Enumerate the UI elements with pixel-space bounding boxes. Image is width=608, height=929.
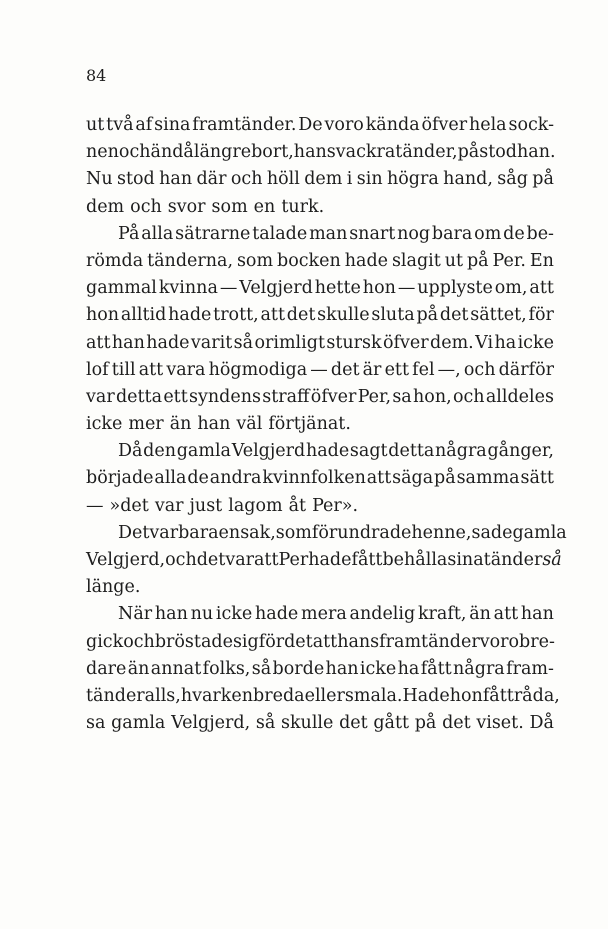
- word: af: [135, 115, 153, 135]
- word: lof: [86, 359, 109, 380]
- word: var: [149, 522, 179, 543]
- word: Per: [278, 550, 309, 570]
- word: kända: [365, 115, 420, 135]
- word: Velgjerd: [239, 278, 313, 299]
- word: skulle: [317, 305, 370, 326]
- word: vara: [166, 359, 206, 380]
- word: råda,: [513, 685, 560, 706]
- word: än: [169, 414, 192, 435]
- word: Per,: [357, 386, 392, 407]
- word: hade: [344, 250, 388, 271]
- word: nu: [190, 604, 214, 625]
- word: sock-: [508, 115, 554, 135]
- word: högmodiga: [208, 359, 308, 380]
- text-line: [86, 112, 554, 139]
- word: hade: [255, 604, 299, 625]
- word: icke: [517, 332, 554, 353]
- word: Per».: [312, 495, 359, 516]
- word: fram-: [506, 658, 554, 679]
- word: Då: [118, 441, 143, 462]
- word: voro: [479, 631, 520, 652]
- word: slagit: [391, 250, 441, 271]
- word: sak,: [240, 522, 276, 543]
- word: sa: [392, 386, 412, 407]
- word: var: [225, 550, 254, 570]
- word: svor: [167, 196, 206, 217]
- word: behålla: [382, 550, 448, 570]
- text-line: [86, 302, 554, 329]
- word: på: [532, 169, 554, 190]
- word: förundrade: [311, 522, 412, 543]
- word: kvinnfolken: [262, 468, 366, 489]
- word: på: [434, 468, 456, 489]
- word: henne,: [411, 522, 472, 543]
- text-line: [86, 520, 567, 547]
- word: sluta: [371, 305, 415, 326]
- word: »det: [109, 495, 149, 516]
- word: sa: [86, 713, 106, 734]
- word: och: [130, 196, 162, 217]
- word: Nu: [86, 169, 113, 190]
- word: den: [143, 441, 177, 462]
- word: När: [118, 604, 153, 625]
- word: dem: [86, 196, 125, 217]
- word: trott,: [213, 305, 259, 326]
- word: två: [106, 115, 134, 135]
- word: tänderna,: [147, 250, 234, 271]
- word: som: [275, 522, 312, 543]
- word: kraft,: [417, 604, 467, 625]
- text-line: [86, 411, 554, 438]
- word: än: [469, 604, 491, 625]
- word: det: [196, 550, 226, 570]
- word: smala.: [344, 685, 403, 706]
- word: alla: [141, 223, 174, 244]
- word: det: [442, 713, 471, 734]
- word: det: [286, 305, 316, 326]
- word: lagom: [228, 495, 283, 516]
- text-line: [86, 465, 554, 492]
- word: väl: [236, 414, 263, 435]
- text-line: [86, 248, 554, 275]
- word: just: [189, 495, 223, 516]
- word: icke: [215, 604, 253, 625]
- text-line: [86, 330, 554, 357]
- word: bara: [178, 522, 219, 543]
- text-line: [86, 574, 554, 601]
- word: sina: [447, 550, 484, 570]
- word: en: [253, 196, 276, 217]
- word: hade: [146, 332, 190, 353]
- word: att: [254, 550, 279, 570]
- word: förtjänat.: [268, 414, 351, 435]
- word: ha: [397, 658, 420, 679]
- word: framtänder: [379, 631, 480, 652]
- word: de: [503, 223, 525, 244]
- word: gamla: [512, 522, 567, 543]
- word: snart: [349, 223, 396, 244]
- text-line: [86, 194, 554, 221]
- word: öfver: [421, 115, 468, 135]
- word: römda: [86, 250, 144, 271]
- word: och: [463, 359, 496, 380]
- word: hon: [86, 305, 120, 326]
- word: nen: [86, 142, 119, 163]
- word: varit: [190, 332, 233, 353]
- word: därför: [498, 359, 554, 380]
- word: detta: [388, 441, 435, 462]
- word: icke: [359, 658, 397, 679]
- word: hela: [468, 115, 507, 135]
- word: och: [118, 142, 151, 163]
- word: mera: [301, 604, 347, 625]
- word: på: [416, 305, 439, 326]
- word: Velgjerd: [231, 441, 306, 462]
- word: att: [529, 278, 554, 299]
- word: —: [310, 359, 328, 380]
- text-line: [86, 221, 554, 248]
- text-line: [86, 601, 554, 628]
- word: stod: [116, 169, 155, 190]
- word: att: [86, 332, 111, 353]
- word: länge.: [86, 577, 141, 598]
- word: Velgjerd,: [86, 550, 166, 570]
- word: dem: [304, 169, 343, 190]
- word: hade: [168, 305, 212, 326]
- word: höll: [266, 169, 300, 190]
- word: Velgjerd,: [171, 713, 251, 734]
- text-line: [86, 357, 554, 384]
- word: öfver: [310, 386, 357, 407]
- word: hade: [305, 441, 350, 462]
- word: En: [529, 250, 554, 271]
- word: hade: [308, 550, 352, 570]
- word: som: [211, 196, 248, 217]
- word: dare: [86, 658, 127, 679]
- word: de: [187, 468, 209, 489]
- word: sagt: [349, 441, 388, 462]
- word: sätrarne: [175, 223, 251, 244]
- word: en: [218, 522, 241, 543]
- word: gick: [86, 631, 124, 652]
- word: tänder: [86, 685, 145, 706]
- word: högra: [386, 169, 439, 190]
- word: fått: [482, 685, 514, 706]
- word: några: [453, 658, 505, 679]
- word: om,: [494, 278, 528, 299]
- word: bröstade: [154, 631, 233, 652]
- word: folks,: [202, 658, 251, 679]
- word: säga: [392, 468, 434, 489]
- word: tänder: [483, 550, 543, 570]
- word: voro: [324, 115, 364, 135]
- word: talade: [252, 223, 308, 244]
- word: öfver: [383, 332, 429, 353]
- word: så: [251, 658, 272, 679]
- word: alla: [154, 468, 187, 489]
- word: påstod: [457, 142, 517, 163]
- word: till: [111, 359, 136, 380]
- word: att: [493, 604, 519, 625]
- word: kvinna: [158, 278, 218, 299]
- word: bara: [431, 223, 473, 244]
- word: sättet,: [470, 305, 527, 326]
- word: längre: [193, 142, 252, 163]
- word: ut: [444, 250, 464, 271]
- word: att: [312, 631, 338, 652]
- text-line: [86, 166, 554, 193]
- word: syndens: [189, 386, 261, 407]
- word: att: [138, 359, 164, 380]
- word: ändå: [150, 142, 194, 163]
- word: man: [309, 223, 348, 244]
- text-line: [86, 384, 554, 411]
- word: är: [362, 359, 382, 380]
- word: han: [159, 169, 193, 190]
- word: sin: [356, 169, 383, 190]
- text-line: [86, 656, 554, 683]
- word: dem.: [430, 332, 474, 353]
- word: började: [86, 468, 154, 489]
- word: nog: [397, 223, 431, 244]
- text-line: [86, 493, 554, 520]
- word: Det: [118, 522, 150, 543]
- word: Då: [529, 713, 554, 734]
- word: han: [520, 604, 554, 625]
- text-line: [86, 547, 562, 574]
- text-line: [86, 139, 554, 166]
- word: Hade: [402, 685, 450, 706]
- word: om: [474, 223, 502, 244]
- text-line: [86, 438, 554, 465]
- word: hette: [314, 278, 361, 299]
- word: Vi: [475, 332, 494, 353]
- word: bocken: [277, 250, 341, 271]
- word: han: [154, 604, 188, 625]
- word: viset.: [476, 713, 524, 734]
- word: straff: [262, 386, 310, 407]
- text-line: [86, 629, 554, 656]
- word: borde: [272, 658, 325, 679]
- word: han: [197, 414, 231, 435]
- word: stursk: [326, 332, 382, 353]
- word: gått: [373, 713, 410, 734]
- word: sätt: [520, 468, 554, 489]
- word: tänder,: [395, 142, 458, 163]
- word: mer: [128, 414, 164, 435]
- word: andra: [209, 468, 262, 489]
- word: hvarken: [180, 685, 254, 706]
- word: framtänder.: [192, 115, 297, 135]
- word: alldeles: [485, 386, 554, 407]
- word: sade: [471, 522, 513, 543]
- word: för: [528, 305, 554, 326]
- word: i: [346, 169, 353, 190]
- word: ett: [384, 359, 409, 380]
- word: och: [165, 550, 197, 570]
- word: ut: [86, 115, 105, 135]
- word: han.: [517, 142, 556, 163]
- word: några: [435, 441, 487, 462]
- word: —: [219, 278, 238, 299]
- word: be-: [526, 223, 554, 244]
- word: andelig: [349, 604, 416, 625]
- word: alltid: [120, 305, 167, 326]
- word: sig: [232, 631, 259, 652]
- word: där: [196, 169, 227, 190]
- word: hon,: [413, 386, 452, 407]
- word: var: [86, 386, 115, 407]
- word: hans: [293, 142, 336, 163]
- word: bre-: [519, 631, 555, 652]
- word: orimligt: [254, 332, 325, 353]
- word: sina: [154, 115, 191, 135]
- word: och: [230, 169, 263, 190]
- word: skulle: [280, 713, 334, 734]
- word: så: [233, 332, 254, 353]
- word: ett: [163, 386, 188, 407]
- word: på: [414, 713, 437, 734]
- word: det: [330, 359, 360, 380]
- word: detta: [115, 386, 163, 407]
- word: bort,: [251, 142, 294, 163]
- text-line: [86, 710, 554, 737]
- word: än: [127, 658, 150, 679]
- page-number: 84: [86, 66, 107, 85]
- word: De: [298, 115, 323, 135]
- word: annat: [150, 658, 202, 679]
- text-line: [86, 275, 554, 302]
- word: eller: [304, 685, 345, 706]
- word: han: [325, 658, 359, 679]
- word: hon: [449, 685, 483, 706]
- word: för: [258, 631, 285, 652]
- word: samma: [456, 468, 520, 489]
- body-text: [86, 112, 567, 737]
- word: hans: [337, 631, 380, 652]
- word: Per.: [492, 250, 526, 271]
- word: fått: [420, 658, 452, 679]
- word: det: [284, 631, 313, 652]
- word: På: [118, 223, 140, 244]
- text-line: [86, 683, 560, 710]
- word: gånger,: [487, 441, 554, 462]
- word: hand,: [443, 169, 493, 190]
- word: åt: [288, 495, 307, 516]
- word: fel: [412, 359, 435, 380]
- word: det: [339, 713, 368, 734]
- word: vackra: [335, 142, 396, 163]
- word: —,: [437, 359, 461, 380]
- word: hon: [362, 278, 396, 299]
- word: gamla: [176, 441, 231, 462]
- word: såg: [497, 169, 528, 190]
- word: var: [154, 495, 184, 516]
- word: gammal: [86, 278, 157, 299]
- word: att: [260, 305, 285, 326]
- word: så: [542, 550, 562, 570]
- word: och: [452, 386, 485, 407]
- word: upplyste: [417, 278, 493, 299]
- word: breda: [253, 685, 305, 706]
- word: turk.: [281, 196, 325, 217]
- word: det: [439, 305, 469, 326]
- word: som: [236, 250, 274, 271]
- word: alls,: [144, 685, 181, 706]
- word: och: [123, 631, 155, 652]
- word: på: [466, 250, 489, 271]
- word: —: [397, 278, 416, 299]
- word: ha: [494, 332, 517, 353]
- word: —: [86, 495, 104, 516]
- word: så: [255, 713, 276, 734]
- word: fått: [351, 550, 383, 570]
- word: han: [111, 332, 145, 353]
- word: icke: [86, 414, 123, 435]
- word: gamla: [111, 713, 166, 734]
- word: att: [366, 468, 392, 489]
